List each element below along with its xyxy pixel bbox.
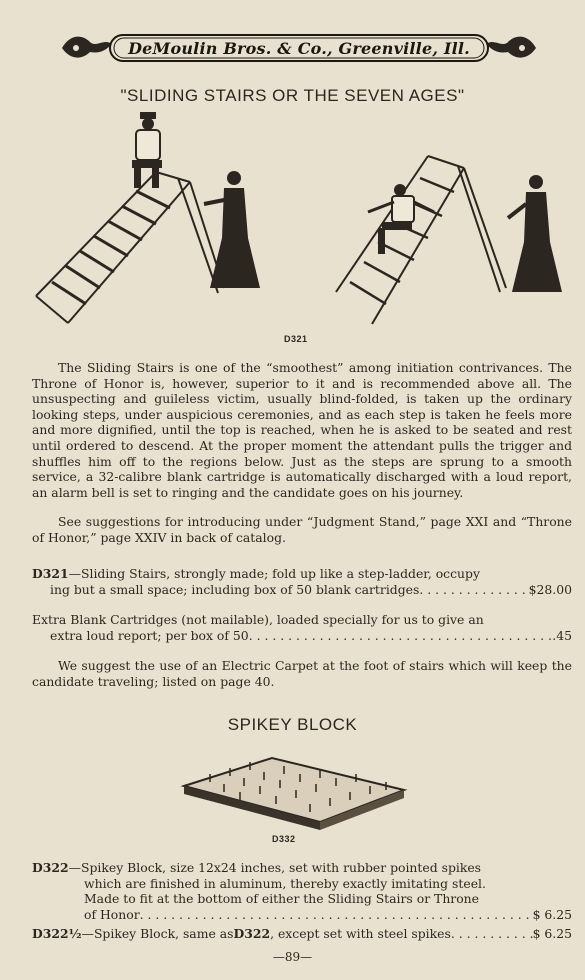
- sliding-stairs-illustration-sliding: [330, 142, 575, 330]
- electric-carpet-note: [32, 658, 572, 689]
- dot-leader: [451, 926, 533, 942]
- spikey-block-illustration: [180, 742, 408, 832]
- product-code-reference: D322: [233, 926, 271, 941]
- product-description-line1: Extra Blank Cartridges (not mailable), loaded specially for us to give an: [32, 612, 484, 627]
- product-description-line1: —Spikey Block, size 12x24 inches, set with rubber pointed spikes: [68, 860, 482, 875]
- product-price: .45: [552, 627, 572, 643]
- description-paragraph-1: The Sliding Stairs is one of the “smoothest” among initiation contrivances. The Throne of Honor is, however, superior to it and is recommended above all. The unsuspecting and guileless victim, usually blind-folded, is taken up the ordinary looking steps, under auspicious ceremonies, and as each step is taken he feels more and more dignified, until the top is reached, when he is asked to be seated and rest until ordered to descend. At the proper moment the attendant pulls the trigger and shuffles him off to the regions below. Just as the steps are sprung to a smooth service, a 32-calibre blank cartridge is automatically discharged with a loud report, an alarm bell is set to ringing and the candidate goes on his journey.: [32, 360, 572, 500]
- product-extra-cartridges: [32, 612, 572, 643]
- section-title-spikey-block: SPIKEY BLOCK: [227, 715, 358, 734]
- sliding-stairs-illustration-seated: [28, 108, 268, 333]
- dot-leader: [249, 628, 553, 644]
- note-text: We suggest the use of an Electric Carpet at the foot of stairs which will keep the candidate traveling; listed on page 40.: [32, 658, 572, 689]
- product-description-line3: Made to fit at the bottom of either the Sliding Stairs or Throne: [84, 891, 479, 907]
- dot-leader: [419, 582, 528, 598]
- figure-caption-d321: D321: [284, 334, 308, 344]
- product-d321: [32, 566, 572, 597]
- dot-leader: [140, 907, 533, 923]
- product-text-1: —Spikey Block, same as: [81, 926, 234, 941]
- product-description-line2: ing but a small space; including box of 50 blank cartridges: [50, 581, 420, 597]
- product-description-line1: —Sliding Stairs, strongly made; fold up like a step-ladder, occupy: [68, 566, 480, 581]
- product-d322-half: [32, 926, 572, 942]
- description-text: [32, 360, 572, 546]
- page-number: —89—: [272, 950, 313, 964]
- description-paragraph-2: See suggestions for introducing under “Judgment Stand,” page XXI and “Throne of Honor,” page XXIV in back of catalog.: [32, 514, 572, 545]
- product-description-line2: extra loud report; per box of 50: [50, 627, 249, 643]
- figure-caption-d332: D332: [272, 834, 296, 844]
- page-title: "SLIDING STAIRS OR THE SEVEN AGES": [120, 86, 465, 105]
- header-text: DeMoulin Bros. & Co., Greenville, Ill.: [128, 38, 470, 58]
- product-price: $28.00: [528, 581, 572, 597]
- product-code: D322: [32, 860, 69, 875]
- product-price: $ 6.25: [532, 906, 572, 922]
- product-price: $ 6.25: [532, 926, 572, 941]
- product-code: D322½: [32, 926, 82, 941]
- product-d322: [32, 860, 572, 922]
- product-code: D321: [32, 566, 69, 581]
- catalog-header-banner: [60, 30, 538, 66]
- product-description-line4: of Honor: [84, 906, 140, 922]
- product-description-line2: which are finished in aluminum, thereby exactly imitating steel.: [84, 875, 486, 891]
- product-text-2: , except set with steel spikes: [270, 926, 451, 941]
